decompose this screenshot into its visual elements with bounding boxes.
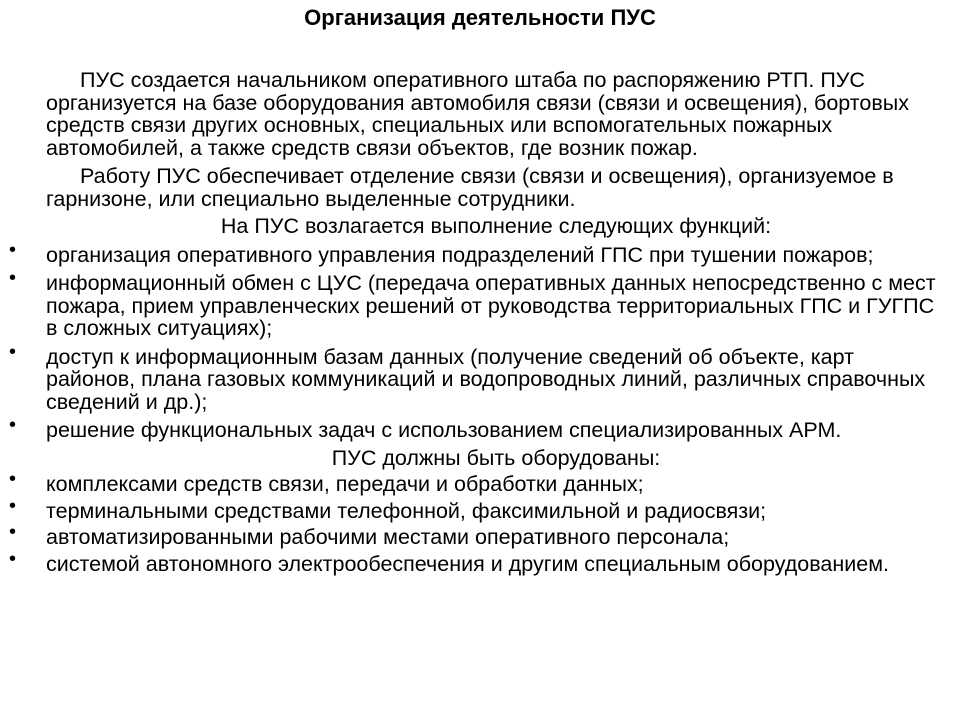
list-item [9, 414, 946, 442]
list-item-text: системой автономного электрообеспечения и другим специальным оборудованием. [46, 551, 889, 576]
equipment-list [9, 468, 946, 576]
list-item [9, 521, 946, 549]
functions-heading: На ПУС возлагается выполнение следующих функций: [220, 214, 772, 238]
bullet-icon: • [9, 468, 17, 490]
list-item-text: организация оперативного управления подразделений ГПС при тушении пожаров; [46, 242, 874, 267]
list-item [9, 340, 946, 414]
list-item [9, 547, 946, 576]
bullet-icon: • [9, 238, 17, 261]
bullet-icon: • [9, 521, 17, 543]
list-item-text: автоматизированными рабочими местами оперативного персонала; [46, 525, 730, 549]
functions-list [9, 238, 946, 442]
paragraph-staff: Работу ПУС обеспечивает отделение связи (связи и освещения), организуемое в гарнизоне, или специально выделенные сотрудники. [46, 164, 894, 211]
bullet-icon: • [9, 494, 17, 517]
list-item-text: терминальными средствами телефонной, факсимильной и радиосвязи; [46, 498, 767, 523]
bullet-icon: • [9, 414, 17, 436]
list-item [9, 267, 946, 340]
list-item [9, 238, 946, 267]
list-item-text: информационный обмен с ЦУС (передача оперативных данных непосредственно с мест пожара, прием управленческих решений от руководства территориальных ГПС и ГУГПС в сложных ситуациях); [46, 271, 936, 340]
list-item [9, 494, 946, 523]
bullet-icon: • [9, 547, 17, 570]
equipment-heading: ПУС должны быть оборудованы: [331, 445, 661, 470]
list-item-text: комплексами средств связи, передачи и обработки данных; [46, 472, 644, 496]
list-item-text: решение функциональных задач с использованием специализированных АРМ. [46, 418, 842, 442]
slide-body [9, 68, 946, 576]
bullet-icon: • [9, 340, 17, 363]
list-item-text: доступ к информационным базам данных (получение сведений об объекте, карт районов, плана газовых коммуникаций и водопроводных линий, различных справочных сведений и др.); [46, 344, 926, 414]
slide-title: Организация деятельности ПУС [304, 5, 656, 30]
list-item [9, 468, 946, 496]
paragraph-intro: ПУС создается начальником оперативного штаба по распоряжению РТП. ПУС организуется на базе оборудования автомобиля связи (связи и освещения), бортовых средств связи других основных, специальных или вспомогательных пожарных автомобилей, а также средств связи объектов, где возник пожар. [46, 68, 909, 160]
bullet-icon: • [9, 267, 17, 289]
